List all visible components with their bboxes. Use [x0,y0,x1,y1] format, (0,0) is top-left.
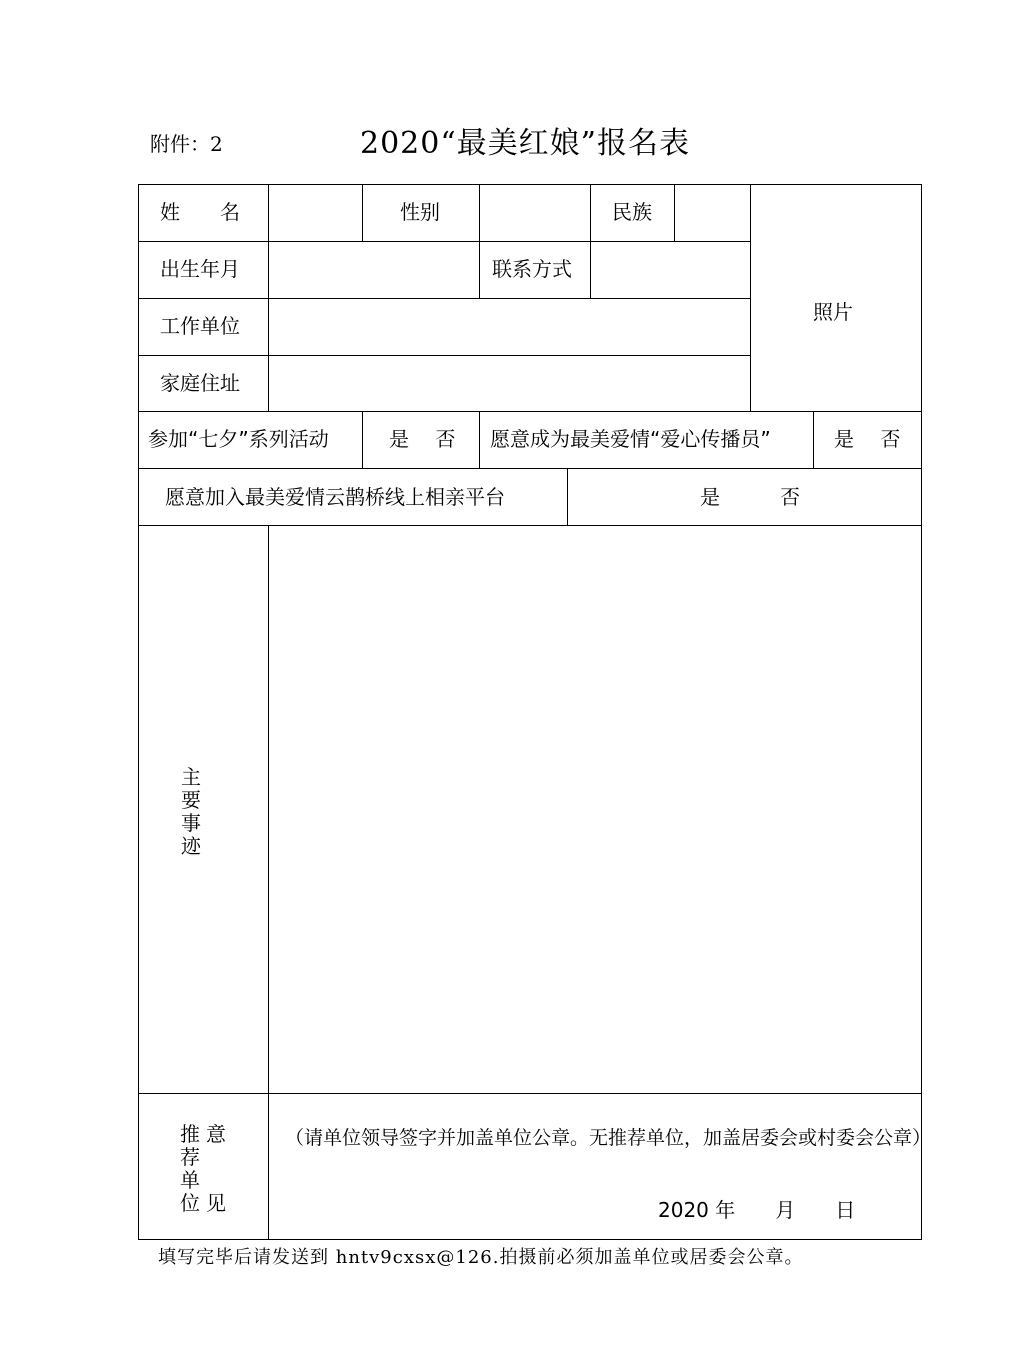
recommend-label-col2: 意 见 [206,1122,226,1215]
photo-label: 照片 [813,300,853,324]
ethnicity-field[interactable] [675,185,750,241]
date-line: 2020 年 月 日 [658,1198,856,1222]
work-field[interactable] [269,299,750,355]
work-label: 工作单位 [160,314,240,338]
ambassador-options[interactable]: 是 否 [834,427,901,451]
address-label: 家庭住址 [160,371,240,395]
recommend-label-col1: 推 荐 单 位 [180,1122,200,1215]
contact-field[interactable] [591,242,750,298]
name-field[interactable] [269,185,362,241]
footer-note: 填写完毕后请发送到 hntv9cxsx@126.拍摄前必须加盖单位或居委会公章。 [158,1247,804,1268]
deeds-label: 主 要 事 迹 [181,765,201,858]
attachment-label: 附件：2 [150,132,223,156]
address-field[interactable] [269,356,750,411]
platform-label: 愿意加入最美爱情云鹊桥线上相亲平台 [165,485,505,509]
name-label: 姓 名 [160,200,240,224]
platform-options[interactable]: 是 否 [700,485,800,509]
birth-label: 出生年月 [160,257,240,281]
ethnicity-label: 民族 [612,200,652,224]
recommend-note: （请单位领导签字并加盖单位公章。无推荐单位，加盖居委会或村委会公章） [285,1127,932,1149]
ambassador-label: 愿意成为最美爱情“爱心传播员” [490,427,771,451]
qixi-options[interactable]: 是 否 [389,427,456,451]
deeds-field[interactable] [269,526,921,1093]
contact-label: 联系方式 [492,257,572,281]
gender-label: 性别 [400,200,440,224]
gender-field[interactable] [480,185,590,241]
qixi-label: 参加“七夕”系列活动 [148,427,329,451]
page-title: 2020“最美红娘”报名表 [360,126,691,161]
birth-field[interactable] [269,242,479,298]
